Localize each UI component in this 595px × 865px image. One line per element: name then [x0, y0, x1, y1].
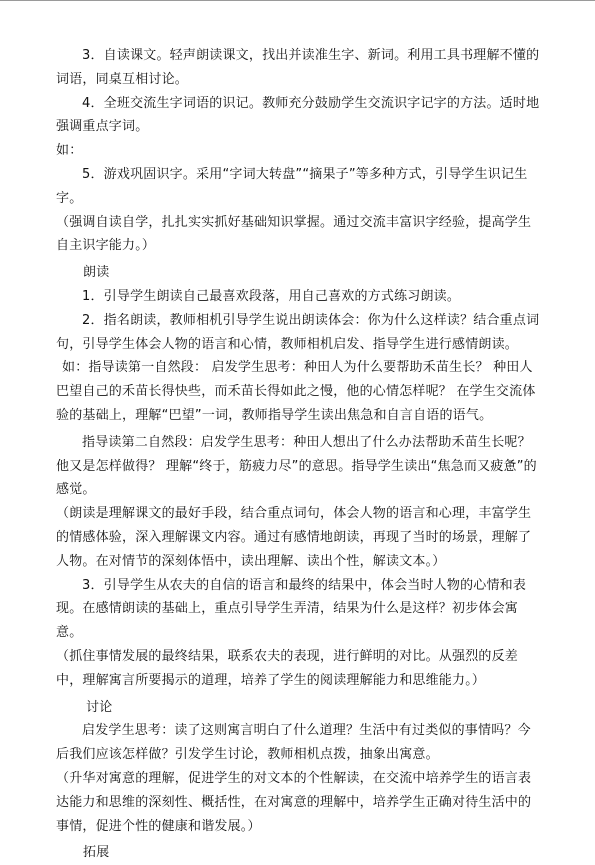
section-heading-extension: 拓展 [83, 845, 110, 861]
section-heading-discussion: 讨论 [86, 699, 113, 715]
paragraph-reading-example-1: 如：指导读第一自然段： 启发学生思考：种田人为什么要帮助禾苗生长？ 种田人巴望自己的禾苗长得快些，而禾苗长得如此之慢，他的心情怎样呢？ 在学生交流体验的基础上，理解“巴望”一词，教师指导学生读出焦急和自言自语的语气。 [56, 360, 536, 423]
paragraph-reading-step-3: 3．引导学生从农夫的自信的语言和最终的结果中，体会当时人物的心情和表现。在感情朗读的基础上，重点引导学生弄清，结果为什么是这样？初步体会寓意。 [56, 577, 527, 641]
paragraph-reading-step-2: 2．指名朗读，教师相机引导学生说出朗读体会：你为什么这样读？结合重点词句，引导学生体会人物的语言和心情，教师相机启发、指导学生进行感情朗读。 [56, 312, 540, 352]
page-top-rule [0, 0, 595, 1]
section-heading-reading: 朗读 [83, 265, 110, 281]
paragraph-note-literacy: （强调自读自学，扎扎实实抓好基础知识掌握。通过交流丰富识字经验，提高学生自主识字能力。） [56, 214, 532, 254]
paragraph-step-3: 3．自读课文。轻声朗读课文，找出并读准生字、新词。利用工具书理解不懂的词语，同桌互相讨论。 [56, 48, 540, 87]
paragraph-reading-example-2: 指导读第二自然段：启发学生思考：种田人想出了什么办法帮助禾苗生长呢？他又是怎样做得？ 理解“终于，筋疲力尽”的意思。指导学生读出“焦急而又疲惫”的感觉。 [56, 434, 537, 498]
document-body [56, 44, 543, 865]
paragraph-step-4: 4．全班交流生字词语的识记。教师充分鼓励学生交流识字记字的方法。适时地强调重点字词。 [56, 95, 540, 135]
paragraph-note-reading: （朗读是理解课文的最好手段，结合重点词句，体会人物的语言和心理，丰富学生的情感体验，深入理解课文内容。通过有感情地朗读，再现了当时的场景，理解了人物。在对情节的深刻体悟中，读出理解、读出个性，解读文本。） [56, 506, 532, 569]
paragraph-example-label: 如： [56, 143, 83, 159]
paragraph-discussion: 启发学生思考：读了这则寓言明白了什么道理？生活中有过类似的事情吗？今后我们应该怎样做？引发学生讨论，教师相机点拨，抽象出寓意。 [56, 723, 531, 763]
paragraph-note-discussion: （升华对寓意的理解，促进学生的对文本的个性解读，在交流中培养学生的语言表达能力和思维的深刻性、概括性，在对寓意的理解中，培养学生正确对待生活中的事情，促进个性的健康和谐发展。） [56, 770, 532, 834]
paragraph-note-result: （抓住事情发展的最终结果，联系农夫的表现，进行鲜明的对比。从强烈的反差中，理解寓言所要揭示的道理，培养了学生的阅读理解能力和思维能力。） [56, 648, 519, 688]
paragraph-step-5: 5．游戏巩固识字。采用“字词大转盘”“摘果子”等多种方式，引导学生识记生字。 [56, 166, 528, 206]
paragraph-reading-step-1: 1．引导学生朗读自己最喜欢段落，用自己喜欢的方式练习朗读。 [82, 288, 461, 304]
